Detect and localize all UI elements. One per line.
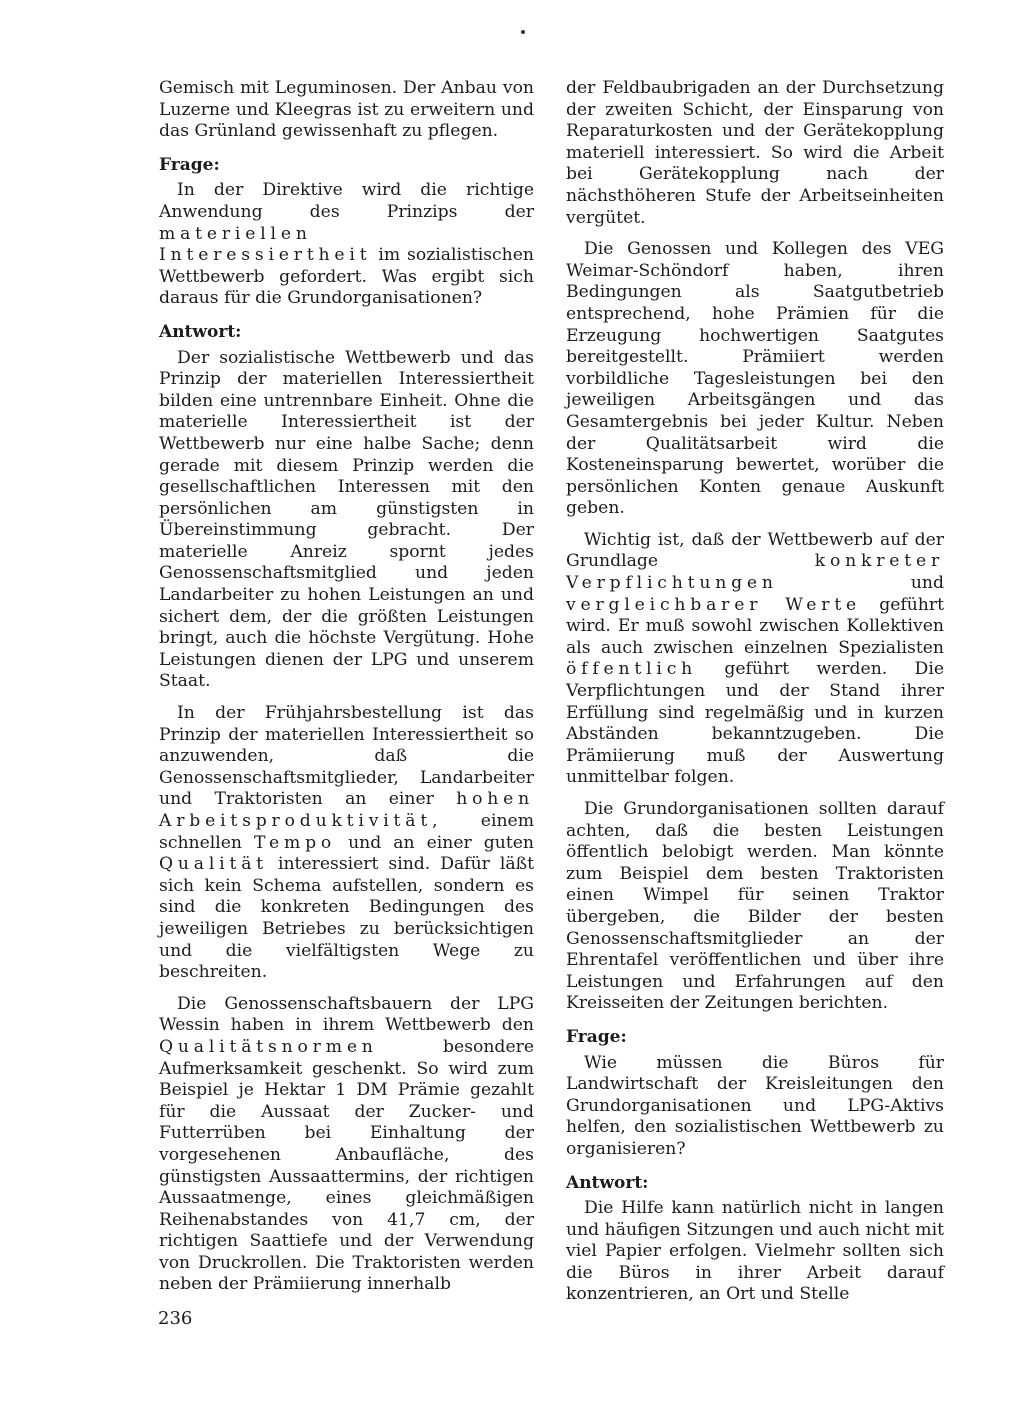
text-run: und an einer guten bbox=[336, 832, 534, 853]
text-run: im sozialistischen Wettbewerb gefordert. Was ergibt sich daraus für die Grundorganisationen? bbox=[159, 245, 534, 309]
spaced-emphasis: Qualität bbox=[159, 854, 268, 875]
answer-heading: Antwort: bbox=[159, 321, 242, 342]
right-column bbox=[566, 78, 944, 1316]
text-run: , einem schnellen bbox=[159, 811, 534, 853]
answer-paragraph: Die Hilfe kann natürlich nicht in langen und häufigen Sitzungen und auch nicht mit viel Papier erfolgen. Vielmehr sollten sich die Büros in ihrer Arbeit darauf konzentrieren, an Ort und Stelle bbox=[566, 1198, 944, 1305]
text-run: Die Genossenschaftsbauern der LPG Wessin haben in ihrem Wettbewerb den bbox=[159, 993, 534, 1036]
question-text bbox=[159, 180, 534, 310]
paragraph bbox=[566, 530, 944, 789]
text-run: geführt wird. Er muß sowohl zwischen Kollektiven als auch zwischen einzelnen Spezialisten bbox=[566, 594, 944, 658]
text-run: geführt werden. Die Verpflichtungen und der Stand ihrer Erfüllung sind regelmäßig und in kurzen Abständen bekanntzugeben. Die Prämiierung muß der Auswertung unmittelbar folgen. bbox=[566, 659, 944, 788]
question-heading: Frage: bbox=[159, 154, 220, 175]
answer-paragraph: Der sozialistische Wettbewerb und das Prinzip der materiellen Interessiertheit bilden eine untrennbare Einheit. Ohne die materielle Interessiertheit ist der Wettbewerb nur eine halbe Sache; denn gerade mit diesem Prinzip werden die gesellschaftlichen Interessen mit den persönlichen am günstigsten in Übereinstimmung gebracht. Der materielle Anreiz spornt jedes Genossenschaftsmitglied und jeden Landarbeiter zu hohen Leistungen an und sichert dem, der die größten Leistungen bringt, auch die höchste Vergütung. Hohe Leistungen dienen der LPG und unserem Staat. bbox=[159, 347, 534, 692]
spaced-emphasis: hohen Arbeitsproduktivität bbox=[159, 789, 534, 831]
question-heading: Frage: bbox=[566, 1026, 627, 1047]
spaced-emphasis: öffentlich bbox=[566, 659, 698, 680]
answer-heading: Antwort: bbox=[566, 1172, 649, 1193]
text-run: Wichtig ist, daß der Wettbewerb auf der Grundlage bbox=[566, 529, 944, 572]
spaced-emphasis: Qualitätsnormen bbox=[159, 1036, 378, 1057]
text-run: In der Frühjahrsbestellung ist das Prinzip der materiellen Interessiertheit so anzuwenden, daß die Genossenschaftsmitglieder, Landarbeiter und Traktoristen an einer bbox=[159, 703, 534, 810]
paragraph: Die Grundorganisationen sollten darauf achten, daß die besten Leistungen öffentlich belobigt werden. Man könnte zum Beispiel dem besten Traktoristen einen Wimpel für seinen Traktor übergeben, die Bilder der besten Genossenschaftsmitglieder an der Ehrentafel veröffentlichen und über ihre Leistungen und Erfahrungen auf den Kreisseiten der Zeitungen berichten. bbox=[566, 799, 944, 1014]
spaced-emphasis: konkreter Verpflichtungen bbox=[566, 551, 944, 594]
text-run: In der Direktive wird die richtige Anwendung des Prinzips der bbox=[159, 180, 534, 222]
left-column bbox=[159, 78, 534, 1306]
text-run: interessiert sind. Dafür läßt sich kein Schema aufstellen, sondern es sind die konkreten Bedingungen des jeweiligen Betriebes zu berücksichtigen und die vielfältigsten Wege zu beschreiten. bbox=[159, 854, 534, 983]
paragraph bbox=[159, 994, 534, 1296]
page-number: 236 bbox=[158, 1308, 193, 1329]
paragraph: Die Genossen und Kollegen des VEG Weimar-Schöndorf haben, ihren Bedingungen als Saatgutbetrieb entsprechend, hohe Prämien für die Erzeugung hochwertigen Saatgutes bereitgestellt. Prämiiert werden vorbildliche Tagesleistungen bei den jeweiligen Arbeitsgängen und das Gesamtergebnis bei jeder Kultur. Neben der Qualitätsarbeit wird die Kosteneinsparung bewertet, worüber die persönlichen Konten genaue Auskunft geben. bbox=[566, 239, 944, 519]
paragraph-continuation: der Feldbaubrigaden an der Durchsetzung der zweiten Schicht, der Einsparung von Reparaturkosten und der Gerätekopplung materiell interessiert. So wird die Arbeit bei Gerätekopplung nach der nächsthöheren Stufe der Arbeitseinheiten vergütet. bbox=[566, 78, 944, 228]
text-run: und bbox=[777, 573, 944, 594]
paragraph bbox=[159, 703, 534, 984]
text-run: besondere Aufmerksamkeit geschenkt. So wird zum Beispiel je Hektar 1 DM Prämie gezahlt für die Aussaat der Zucker- und Futterrüben bei Einhaltung der vorgesehenen Anbaufläche, des günstigsten Aussaattermins, der richtigen Aussaatmenge, eines gleichmäßigen Reihenabstandes von 41,7 cm, der richtigen Saattiefe und der Verwendung von Druckrollen. Die Traktoristen werden neben der Prämiierung innerhalb bbox=[159, 1036, 534, 1295]
question-text: Wie müssen die Büros für Landwirtschaft der Kreisleitungen den Grundorganisationen und LPG-Aktivs helfen, den sozialistischen Wettbewerb zu organisieren? bbox=[566, 1052, 944, 1159]
printing-speck bbox=[521, 30, 525, 34]
spaced-emphasis: materiellen Interessiertheit bbox=[159, 223, 372, 266]
spaced-emphasis: vergleichbarer Werte bbox=[566, 594, 862, 615]
spaced-emphasis: Tempo bbox=[254, 832, 337, 853]
paragraph-continuation: Gemisch mit Leguminosen. Der Anbau von Luzerne und Kleegras ist zu erweitern und das Grünland gewissenhaft zu pflegen. bbox=[159, 78, 534, 142]
